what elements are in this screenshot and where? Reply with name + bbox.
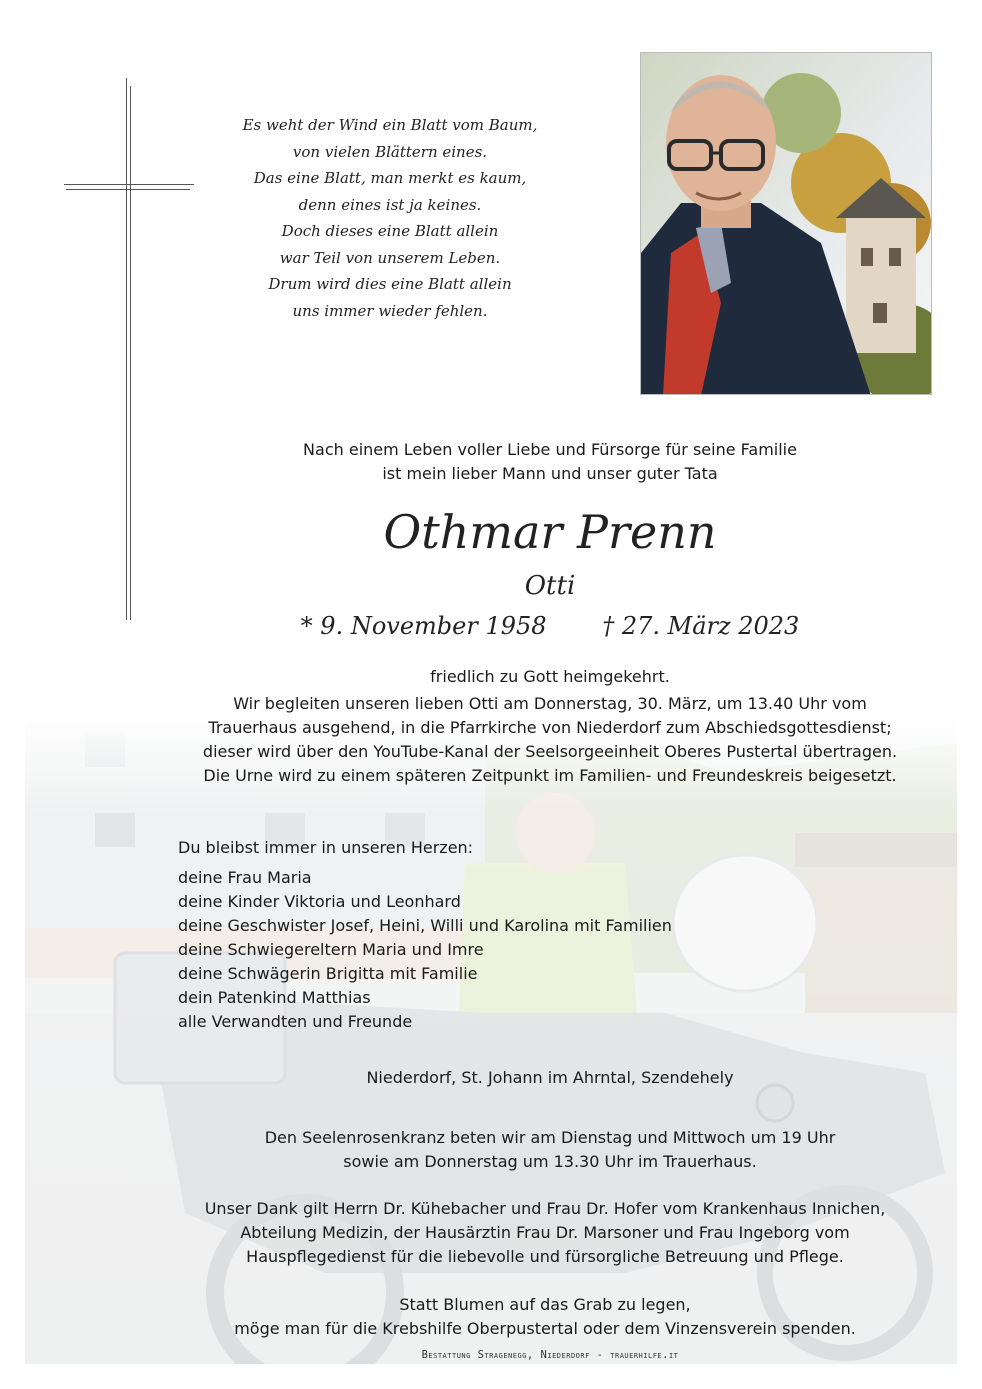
poem-line: Doch dieses eine Blatt allein [281,222,499,240]
family-member: deine Kinder Viktoria und Leonhard [178,892,461,911]
intro-text [180,438,920,486]
family-member: deine Schwägerin Brigitta mit Familie [178,964,478,983]
place-text: Niederdorf, St. Johann im Ahrntal, Szendehely [366,1068,734,1087]
cross-vertical-line [130,86,131,620]
donation-line: Statt Blumen auf das Grab zu legen, [399,1295,691,1314]
family-member: deine Frau Maria [178,868,312,887]
thanks-text [150,1197,940,1269]
intro-line: Nach einem Leben voller Liebe und Fürsorge für seine Familie [303,440,797,459]
poem-line: uns immer wieder fehlen. [292,301,488,320]
rosary-line: Den Seelenrosenkranz beten wir am Dienstag und Mittwoch um 19 Uhr [264,1128,836,1147]
family-member: deine Schwiegereltern Maria und Imre [178,940,484,959]
donation-line: möge man für die Krebshilfe Oberpustertal oder dem Vinzensverein spenden. [234,1319,856,1338]
poem-line: war Teil von unserem Leben. [279,248,501,267]
poem-line: Drum wird dies eine Blatt allein [268,275,512,293]
poem-line: denn eines ist ja keines. [298,195,482,214]
rosary-info [180,1126,920,1174]
poem-line: Das eine Blatt, man merkt es kaum, [253,169,527,187]
birth-date: * 9. November 1958 [300,612,547,640]
funeral-line: Trauerhaus ausgehend, in die Pfarrkirche von Niederdorf zum Abschiedsgottesdienst; [208,718,892,737]
thanks-line: Abteilung Medizin, der Hausärztin Frau Dr. Marsoner und Frau Ingeborg vom [240,1223,850,1242]
family-member: alle Verwandten und Freunde [178,1012,413,1031]
life-dates [180,608,920,644]
cross-horizontal-line [66,189,190,190]
rest-text: friedlich zu Gott heimgekehrt. [430,667,670,686]
cross-vertical-line [126,78,127,620]
deceased-nickname: Otti [524,571,576,601]
family-list [178,836,778,1034]
donation-text [150,1293,940,1341]
funeral-info [170,692,930,788]
poem-line: von vielen Blättern eines. [292,142,488,161]
poem [240,112,540,324]
funeral-line: dieser wird über den YouTube-Kanal der Seelsorgeeinheit Oberes Pustertal übertragen. [202,742,898,761]
death-date: † 27. März 2023 [602,612,800,640]
deceased-name: Othmar Prenn [383,505,717,559]
poem-line: Es weht der Wind ein Blatt vom Baum, [242,116,538,134]
intro-line: ist mein lieber Mann und unser guter Tata [382,464,718,483]
portrait-photo [640,52,932,395]
funeral-line: Die Urne wird zu einem späteren Zeitpunkt im Familien- und Freundeskreis beigesetzt. [203,766,897,785]
footer-credit: Bestattung Stragenegg, Niederdorf - trauerhilfe.it [421,1349,679,1361]
family-member: deine Geschwister Josef, Heini, Willi und Karolina mit Familien [178,916,672,935]
rosary-line: sowie am Donnerstag um 13.30 Uhr im Trauerhaus. [343,1152,757,1171]
thanks-line: Unser Dank gilt Herrn Dr. Kühebacher und Frau Dr. Hofer vom Krankenhaus Innichen, [204,1199,886,1218]
family-member: dein Patenkind Matthias [178,988,371,1007]
cross-horizontal-line [64,184,194,185]
family-heading: Du bleibst immer in unseren Herzen: [178,838,474,857]
funeral-line: Wir begleiten unseren lieben Otti am Donnerstag, 30. März, um 13.40 Uhr vom [233,694,867,713]
thanks-line: Hauspflegedienst für die liebevolle und fürsorgliche Betreuung und Pflege. [246,1247,844,1266]
